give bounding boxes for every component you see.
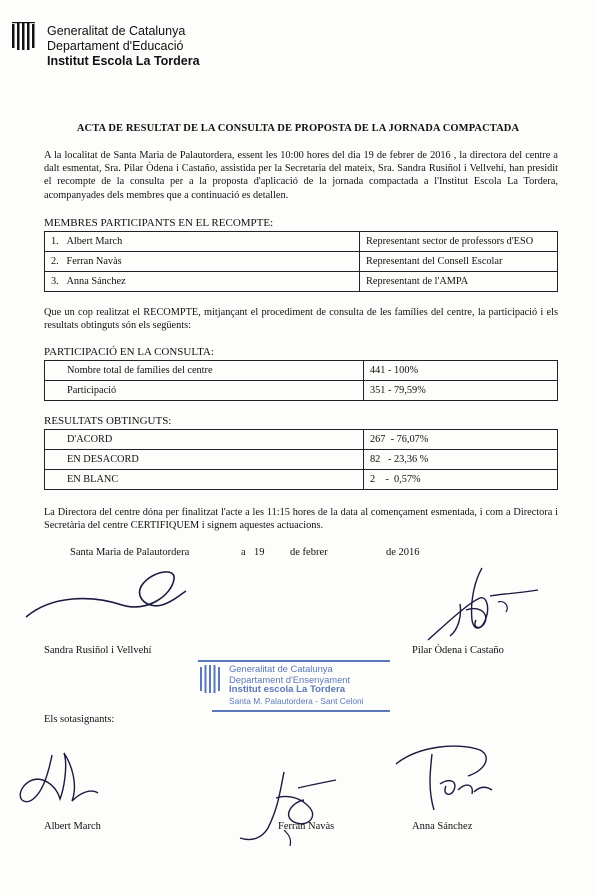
participation-table bbox=[44, 360, 558, 401]
table-row bbox=[45, 272, 558, 292]
table-row bbox=[45, 450, 558, 470]
closing-paragraph: La Directora del centre dóna per finalitzat l'acte a les 11:15 hores de la data al començament esmentada, i com a Directora i Secretària del centre CERTIFIQUEM i signem aquestes actuacions. bbox=[44, 507, 558, 532]
header-line-3: Institut Escola La Tordera bbox=[47, 54, 200, 68]
date-day: 19 bbox=[254, 547, 265, 558]
member3-signature bbox=[388, 740, 498, 820]
generalitat-logo-icon bbox=[12, 22, 38, 50]
date-year: de 2016 bbox=[386, 547, 420, 558]
results-intro-paragraph: Que un cop realitzat el RECOMPTE, mitjançant el procediment de consulta de les famílies del centre, la participació i els resultats obtinguts són els següents: bbox=[44, 307, 558, 332]
result-label-cell: EN BLANC bbox=[45, 470, 364, 490]
director-signature bbox=[420, 560, 550, 650]
member-role-cell: Representant de l'AMPA bbox=[360, 272, 558, 292]
secretary-name: Sandra Rusiñol i Vellvehí bbox=[44, 645, 152, 656]
table-row bbox=[45, 470, 558, 490]
stamp-top-rule bbox=[198, 660, 390, 662]
stamp-line-3: Institut escola La Tordera bbox=[229, 684, 346, 696]
member2-signature bbox=[232, 768, 342, 848]
table-row bbox=[45, 252, 558, 272]
participation-label-cell: Participació bbox=[45, 381, 364, 401]
results-table bbox=[44, 429, 558, 490]
table-row bbox=[45, 361, 558, 381]
member3-name: Anna Sánchez bbox=[412, 821, 473, 832]
undersigned-label: Els sotasignants: bbox=[44, 714, 115, 725]
result-value-cell: 2 - 0,57% bbox=[364, 470, 558, 490]
member-role-cell: Representant sector de professors d'ESO bbox=[360, 232, 558, 252]
participation-label: PARTICIPACIÓ EN LA CONSULTA: bbox=[44, 346, 214, 358]
result-label-cell: EN DESACORD bbox=[45, 450, 364, 470]
results-label: RESULTATS OBTINGUTS: bbox=[44, 415, 172, 427]
director-name: Pilar Òdena i Castaño bbox=[412, 645, 504, 656]
stamp-line-1: Generalitat de Catalunya bbox=[229, 663, 333, 674]
stamp-line-2: Departament d'Ensenyament bbox=[229, 673, 351, 685]
member-name-cell: 2. Ferran Navàs bbox=[45, 252, 360, 272]
result-label-cell: D'ACORD bbox=[45, 430, 364, 450]
table-row bbox=[45, 232, 558, 252]
date-month: de febrer bbox=[290, 547, 328, 558]
members-label: MEMBRES PARTICIPANTS EN EL RECOMPTE: bbox=[44, 217, 274, 229]
date-place: Santa Maria de Palautordera bbox=[70, 547, 190, 558]
participation-value-cell: 441 - 100% bbox=[364, 361, 558, 381]
table-row bbox=[45, 381, 558, 401]
member1-signature bbox=[12, 745, 112, 815]
secretary-signature bbox=[22, 565, 192, 635]
result-value-cell: 267 - 76,07% bbox=[364, 430, 558, 450]
member-name-cell: 3. Anna Sánchez bbox=[45, 272, 360, 292]
member-name-cell: 1. Albert March bbox=[45, 232, 360, 252]
participation-label-cell: Nombre total de famílies del centre bbox=[45, 361, 364, 381]
members-table bbox=[44, 231, 558, 292]
participation-value-cell: 351 - 79,59% bbox=[364, 381, 558, 401]
date-a: a bbox=[241, 547, 246, 558]
header-line-2: Departament d'Educació bbox=[47, 39, 184, 53]
result-value-cell: 82 - 23,36 % bbox=[364, 450, 558, 470]
header-line-1: Generalitat de Catalunya bbox=[47, 24, 186, 38]
member1-name: Albert March bbox=[44, 821, 101, 832]
institution-stamp bbox=[198, 660, 390, 712]
stamp-line-4: Santa M. Palautordera - Sant Celoni bbox=[229, 695, 364, 706]
member-role-cell: Representant del Consell Escolar bbox=[360, 252, 558, 272]
stamp-bottom-rule bbox=[212, 710, 390, 712]
table-row bbox=[45, 430, 558, 450]
stamp-logo-icon bbox=[200, 665, 222, 693]
member2-name: Ferran Navàs bbox=[278, 821, 335, 832]
intro-paragraph: A la localitat de Santa Maria de Palautordera, essent les 10:00 hores del dia 19 de febrer de 2016 , la directora del centre a dalt esmentat, Sra. Pilar Òdena i Castaño, assistida per la Secretaria del mateix, Sra. Sandra Rusiñol i Vellvehí, han presidit el recompte de la consulta per a la proposta d'aplicació de la jornada compactada a l'Institut Escola La Tordera, acompanyades dels membres que a continuació es detallen. bbox=[44, 150, 558, 201]
document-title: ACTA DE RESULTAT DE LA CONSULTA DE PROPOSTA DE LA JORNADA COMPACTADA bbox=[76, 123, 520, 134]
